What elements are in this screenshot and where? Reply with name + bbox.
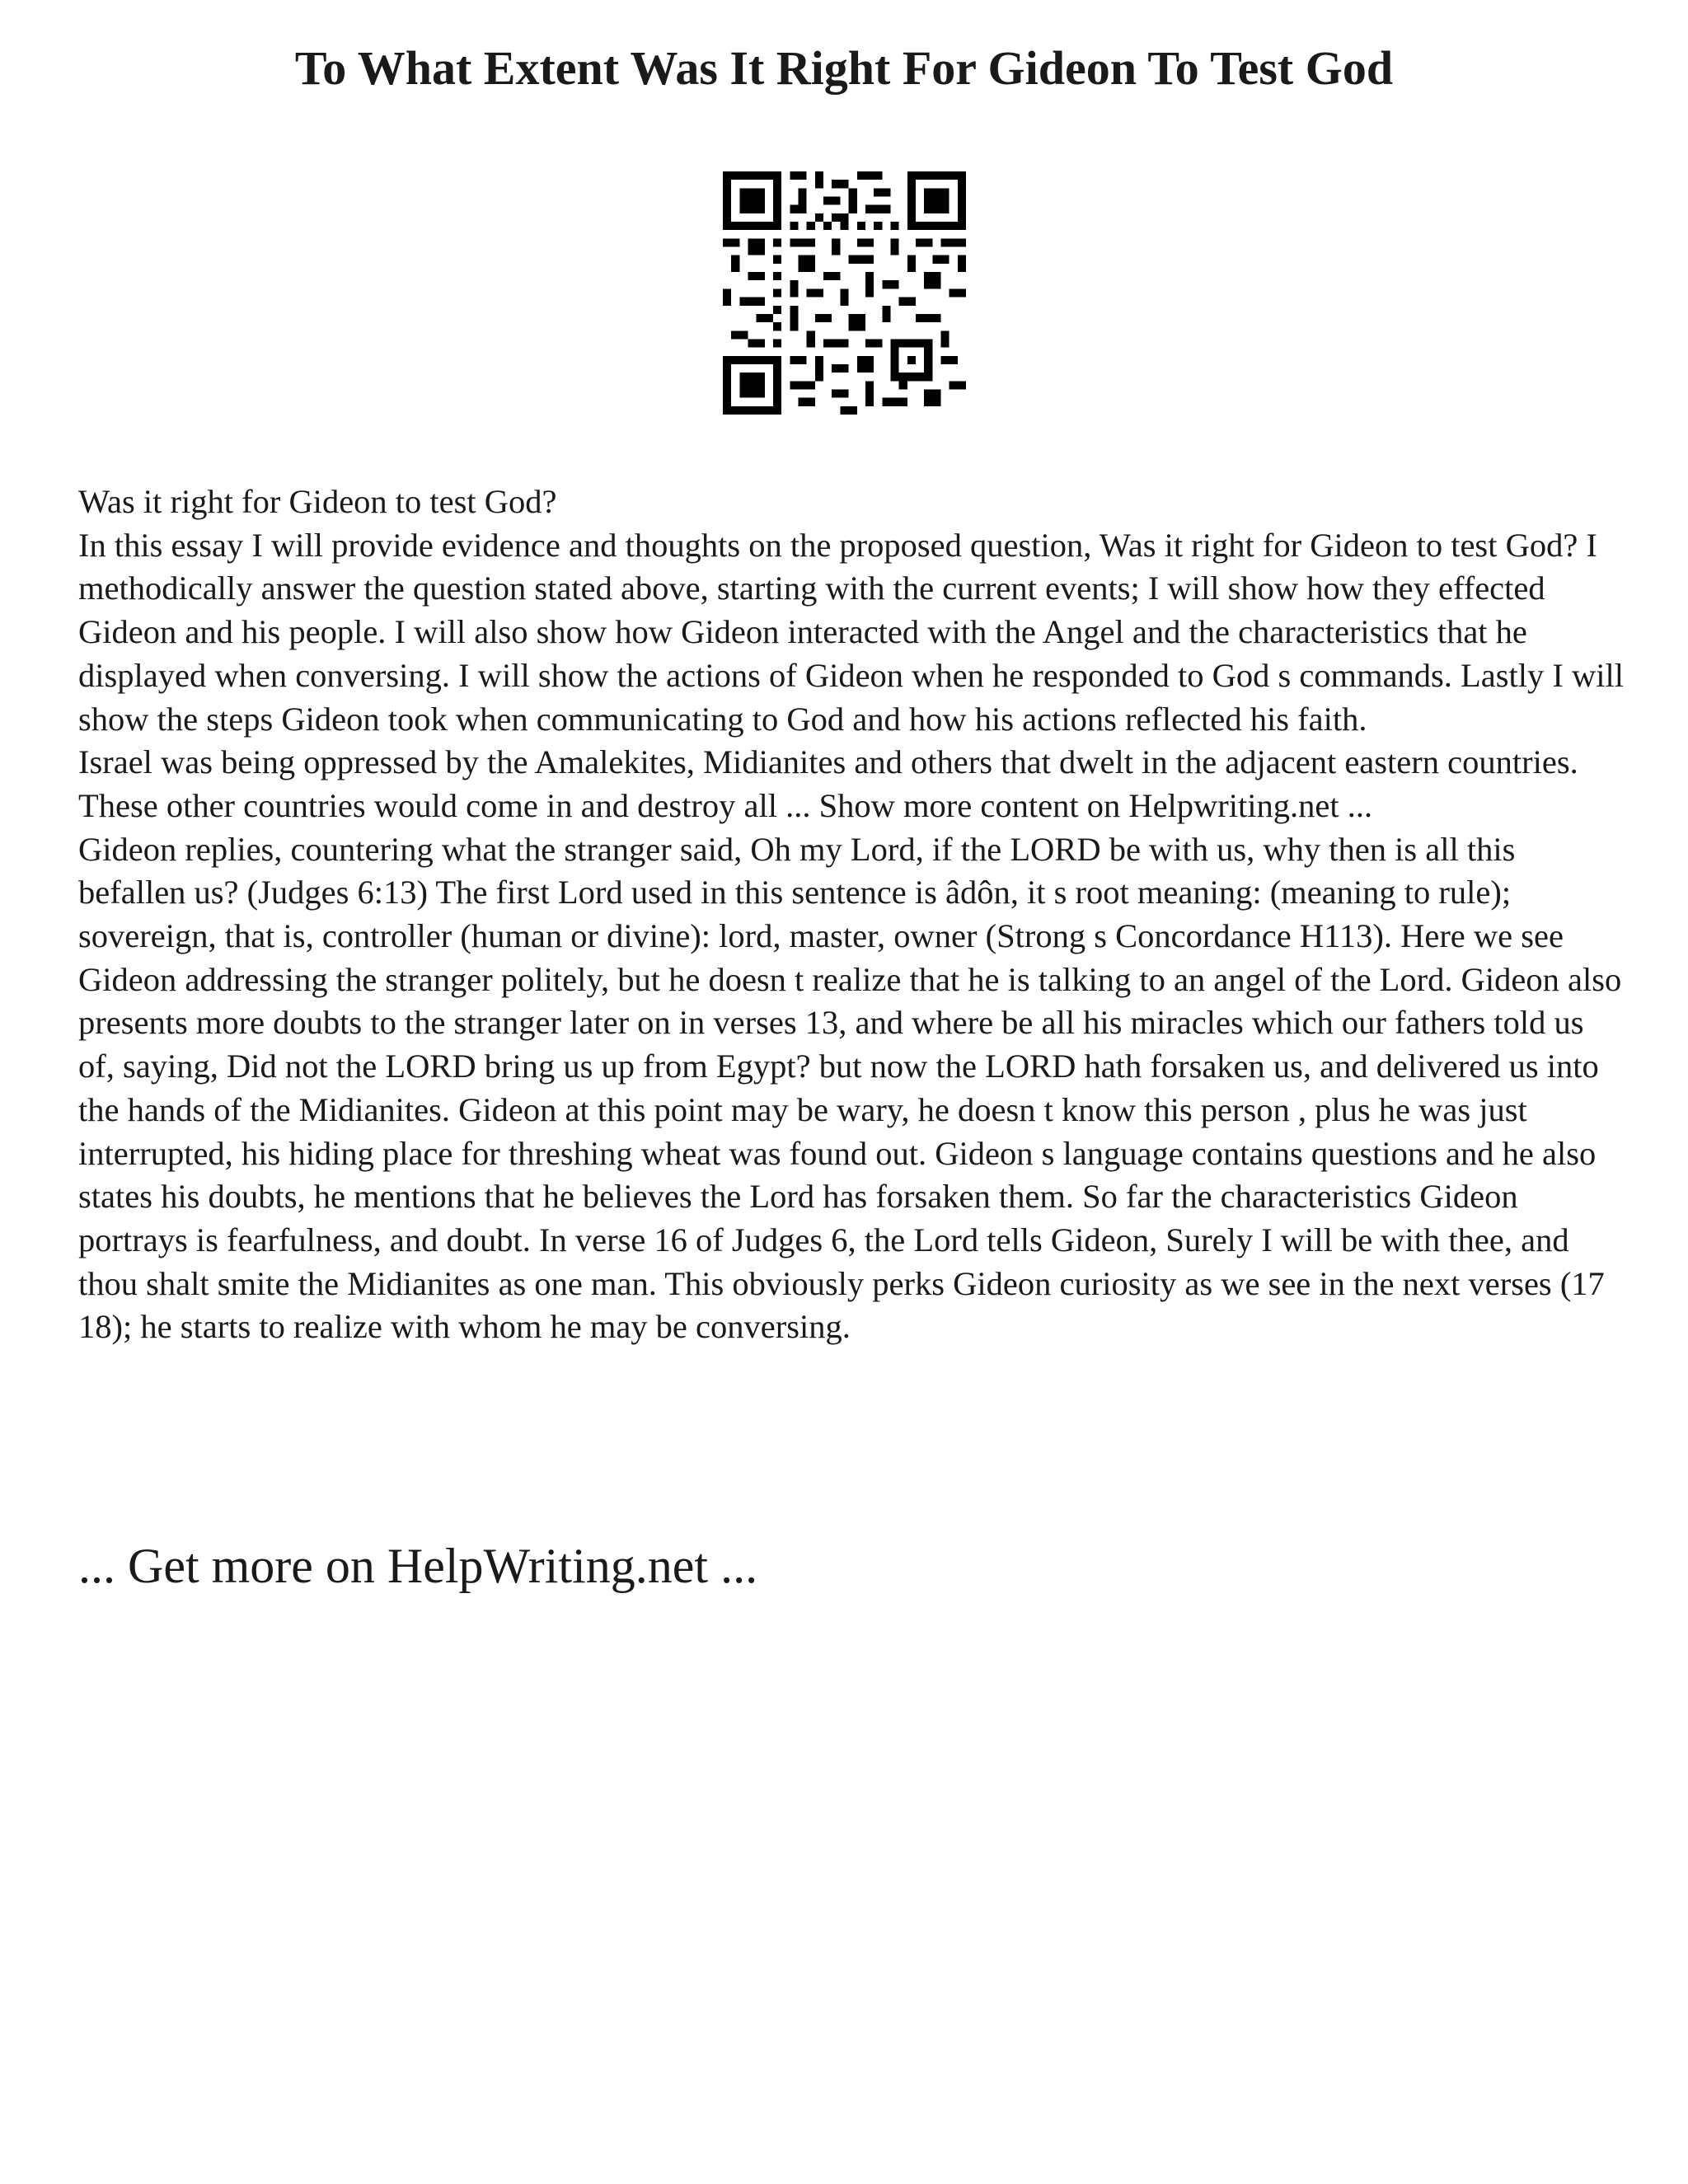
qr-code-icon[interactable] [723,171,966,415]
document-title: To What Extent Was It Right For Gideon To Test God [294,41,1394,95]
paragraph: Gideon replies, countering what the stranger said, Oh my Lord, if the LORD be with us, why then is all this befallen us? (Judges 6:13) The first Lord used in this sentence is âdôn, it s root meaning: (meaning to rule); sovereign, that is, controller (human or divine): lord, master, owner (Strong s Concordance H113). Here we see Gideon addressing the stranger politely, but he doesn t realize that he is talking to an angel of the Lord. Gideon also presents more doubts to the stranger later on in verses 13, and where be all his miracles which our fathers told us of, saying, Did not the LORD bring us up from Egypt? but now the LORD hath forsaken us, and delivered us into the hands of the Midianites. Gideon at this point may be wary, he doesn t know this person , plus he was just interrupted, his hiding place for threshing wheat was found out. Gideon s language contains questions and he also states his doubts, he mentions that he believes the Lord has forsaken them. So far the characteristics Gideon portrays is fearfulness, and doubt. In verse 16 of Judges 6, the Lord tells Gideon, Surely I will be with thee, and thou shalt smite the Midianites as one man. This obviously perks Gideon curiosity as we see in the next verses (17 18); he starts to realize with whom he may be conversing. [78,830,1622,1346]
get-more-link[interactable]: ... Get more on HelpWriting.net ... [78,1539,758,1593]
paragraph: Israel was being oppressed by the Amalekites, Midianites and others that dwelt in the adjacent eastern countries. These other countries would come in and destroy all ... Show more content on Helpwriting.net ... [78,743,1578,824]
essay-body [78,480,1628,1349]
paragraph: Was it right for Gideon to test God? [78,483,557,520]
paragraph: In this essay I will provide evidence and thoughts on the proposed question, Was it right for Gideon to test God? I methodically answer the question stated above, starting with the current events; I will show how they effected Gideon and his people. I will also show how Gideon interacted with the Angel and the characteristics that he displayed when conversing. I will show the actions of Gideon when he responded to God s commands. Lastly I will show the steps Gideon took when communicating to God and how his actions reflected his faith. [78,526,1625,738]
